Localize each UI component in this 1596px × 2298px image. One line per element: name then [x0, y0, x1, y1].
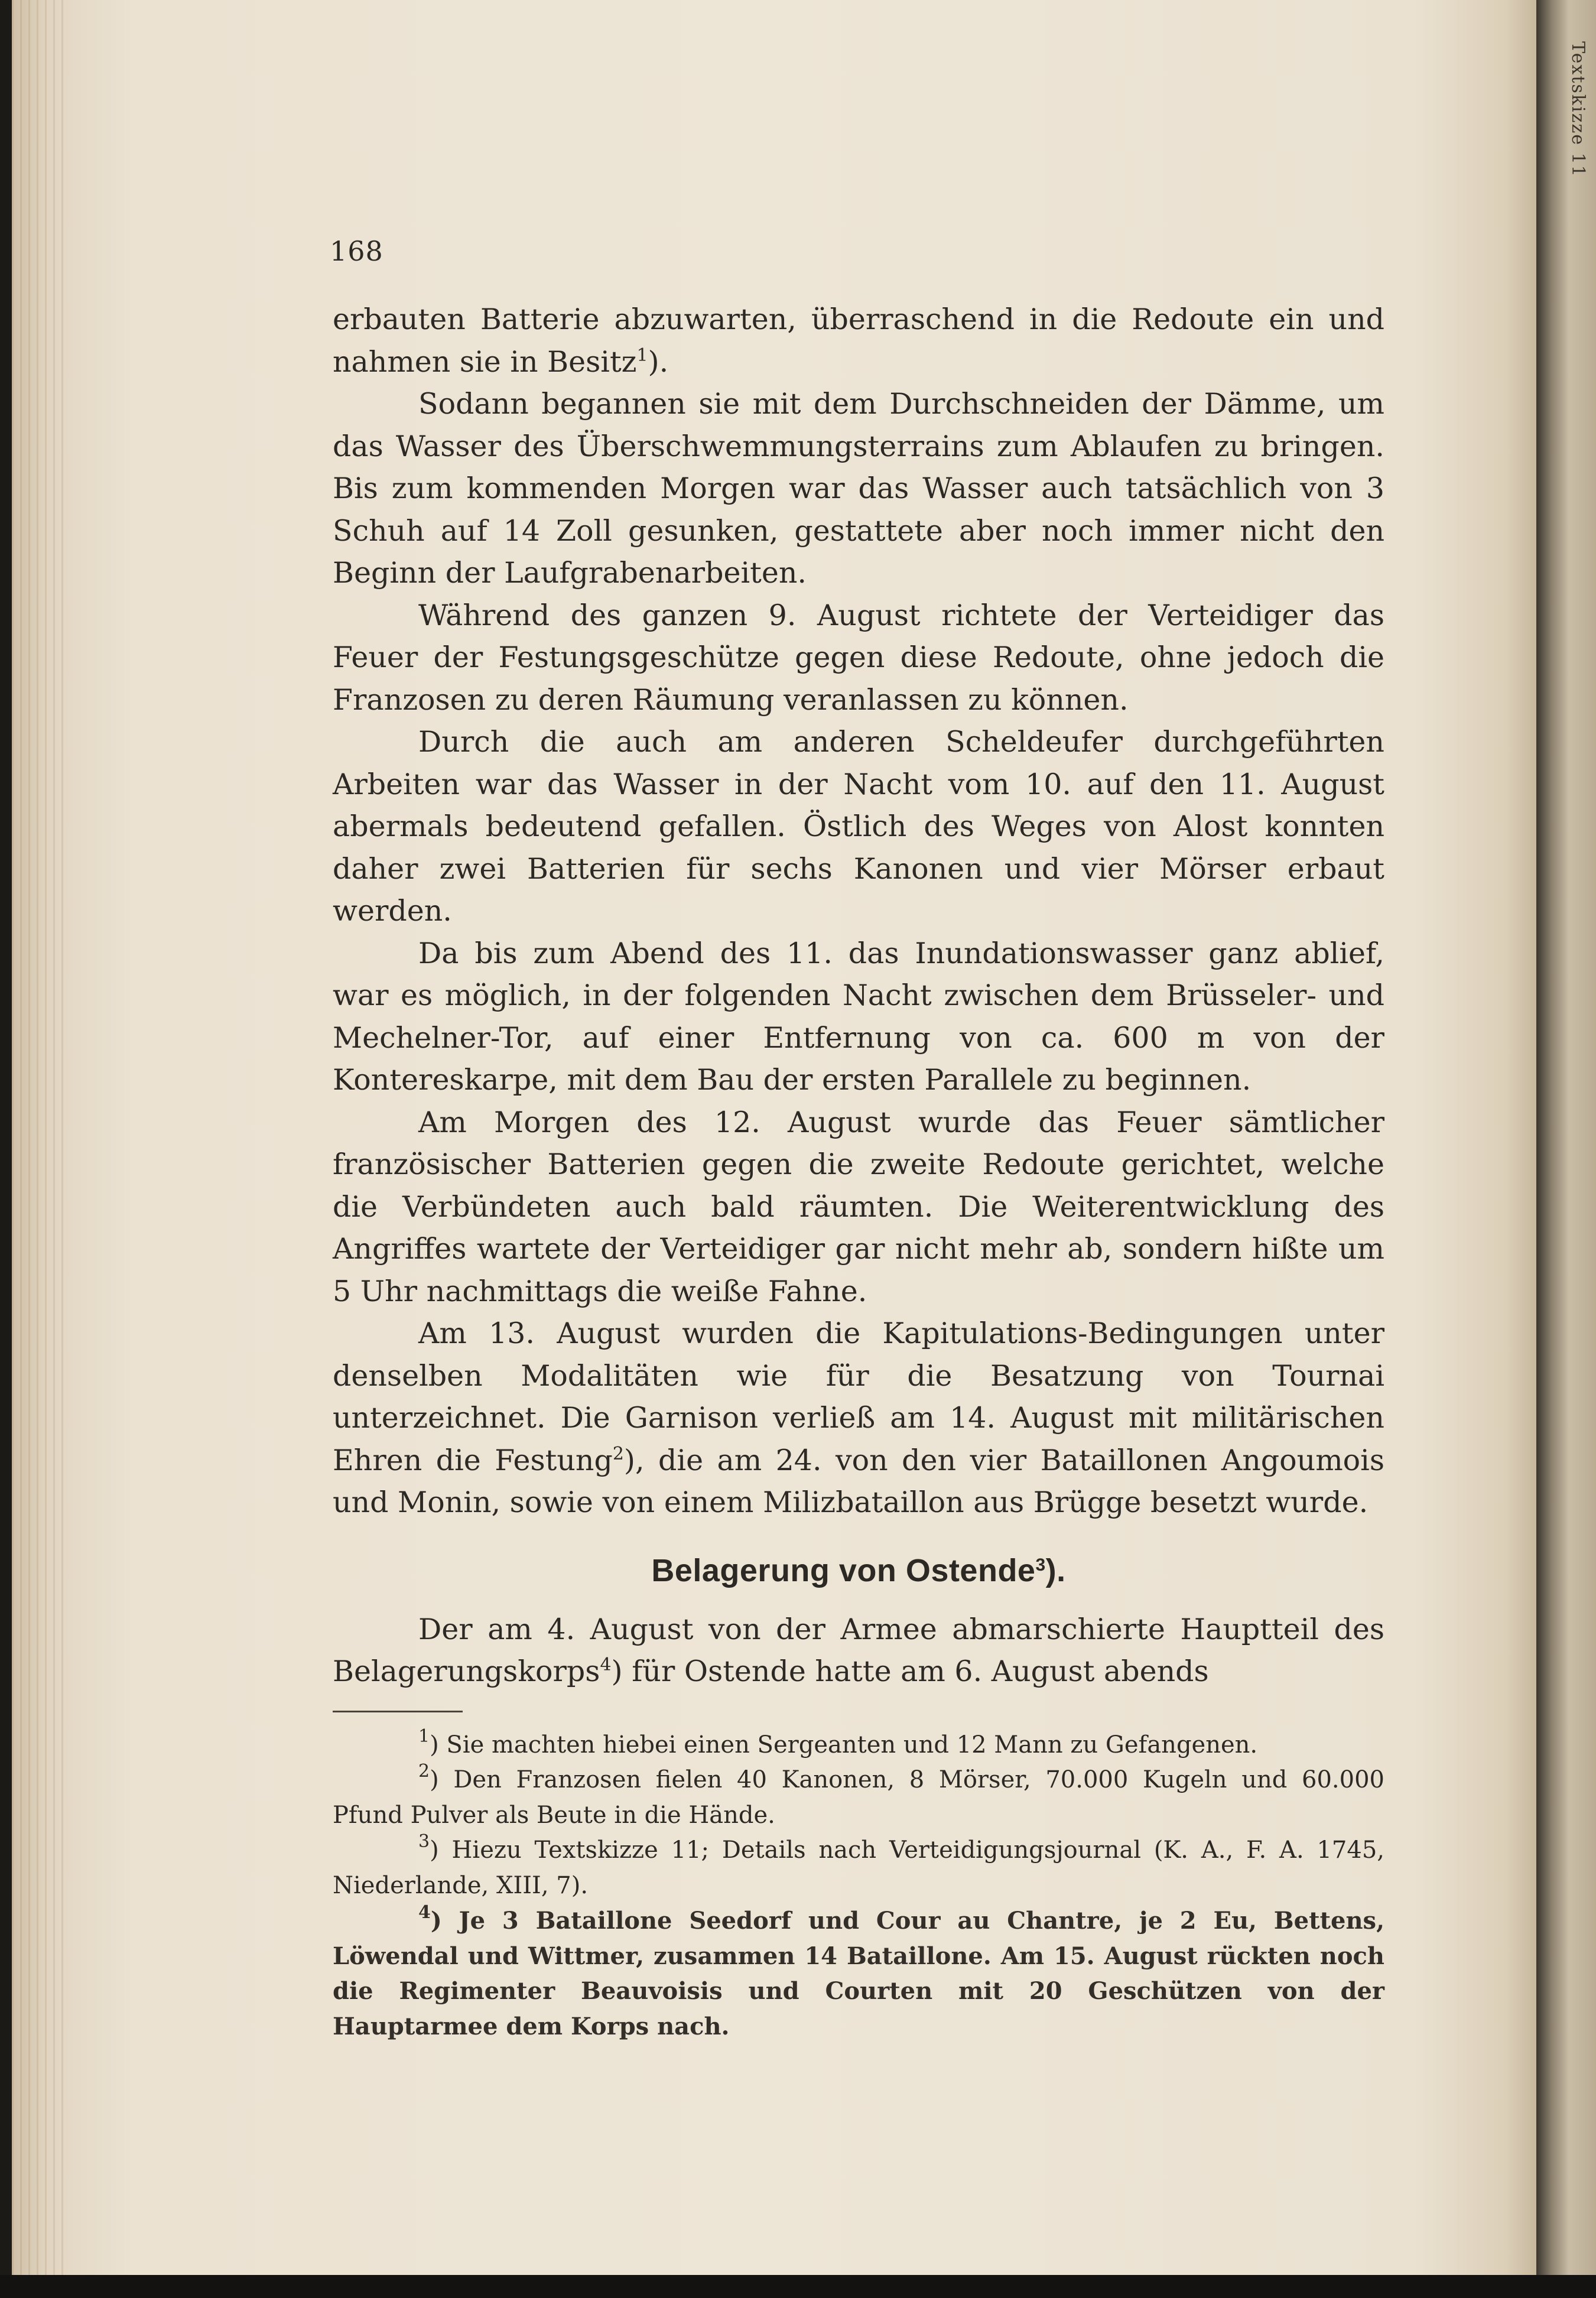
paragraph-4: Durch die auch am anderen Scheldeufer durchgeführten Arbeiten war das Wasser in der Nacht vom 10. auf den 11. August abermals bedeutend gefallen. Östlich des Weges von Alost konnten daher zwei Batterien für sechs Kanonen und vier Mörser erbaut werden.: [333, 725, 1384, 928]
paragraph-8-text-b: ) für Ostende hatte am 6. August abends: [611, 1655, 1209, 1688]
section-heading-text: Belagerung von Ostende: [651, 1552, 1036, 1588]
page-text-block: [330, 233, 1384, 2044]
paragraph-8-text-a: Der am 4. August von der Armee abmarschierte Hauptteil des Belagerungskorps: [333, 1612, 1384, 1688]
paragraph-7-text-a: Am 13. August wurden die Kapitulations-Bedingungen unter denselben Modalitäten wie für die Besatzung von Tournai unterzeichnet. Die Garnison verließ am 14. August mit militärischen Ehren die Festung: [333, 1317, 1384, 1477]
paragraph-1: [333, 298, 1384, 383]
page-number: 168: [330, 235, 383, 267]
footnote-separator: [333, 1711, 463, 1712]
footnote-1-text: ) Sie machten hiebei einen Sergeanten und 12 Mann zu Gefangenen.: [430, 1731, 1258, 1759]
footnote-4: [333, 1903, 1384, 2044]
paragraph-8: [333, 1608, 1384, 1693]
next-page-edge: [1536, 0, 1596, 2298]
footnote-2: [333, 1763, 1384, 1833]
footnote-ref-2: 2: [612, 1443, 624, 1464]
next-page-edge-label: Textskizze 11: [1568, 41, 1588, 178]
footnote-3-marker: 3: [418, 1831, 430, 1852]
footnote-ref-3: 3: [1035, 1555, 1046, 1575]
paragraph-7-text-b: ), die am 24. von den vier Bataillonen Angoumois und Monin, sowie von einem Milizbataillon aus Brügge besetzt wurde.: [333, 1443, 1384, 1519]
paragraph-5: Da bis zum Abend des 11. das Inundationswasser ganz ablief, war es möglich, in der folgenden Nacht zwischen dem Brüsseler- und Mechelner-Tor, auf einer Entfernung von ca. 600 m von der Kontereskarpe, mit dem Bau der ersten Parallele zu beginnen.: [333, 936, 1384, 1097]
footnote-1: [333, 1725, 1384, 1763]
footnote-4-marker: 4: [418, 1902, 431, 1923]
footnote-1-marker: 1: [418, 1725, 430, 1747]
paragraph-6: Am Morgen des 12. August wurde das Feuer sämtlicher französischer Batterien gegen die zweite Redoute gerichtet, welche die Verbündeten auch bald räumten. Die Weiterentwicklung des Angriffes wartete der Verteidiger gar nicht mehr ab, sondern hißte um 5 Uhr nachmittags die weiße Fahne.: [333, 1105, 1384, 1308]
section-heading: [333, 1549, 1384, 1592]
paragraph-7: [333, 1312, 1384, 1524]
footnote-ref-4: 4: [600, 1655, 612, 1675]
footnote-2-text: ) Den Franzosen fielen 40 Kanonen, 8 Mörser, 70.000 Kugeln und 60.000 Pfund Pulver als Beute in die Hände.: [333, 1766, 1384, 1829]
paragraph-1-tail: ).: [648, 344, 669, 379]
footnote-3: [333, 1833, 1384, 1903]
footnote-3-text: ) Hiezu Textskizze 11; Details nach Verteidigungsjournal (K. A., F. A. 1745, Niederlande, XIII, 7).: [333, 1837, 1384, 1899]
footnote-4-text: ) Je 3 Bataillone Seedorf und Cour au Chantre, je 2 Eu, Bettens, Löwendal und Wittmer, zusammen 14 Bataillone. Am 15. August rückten noch die Regimenter Beauvoisis und Courten mit 20 Geschützen von der Hauptarmee dem Korps nach.: [333, 1907, 1384, 2040]
paragraph-3: Während des ganzen 9. August richtete der Verteidiger das Feuer der Festungsgeschütze gegen diese Redoute, ohne jedoch die Franzosen zu deren Räumung veranlassen zu können.: [333, 598, 1384, 717]
section-heading-tail: ).: [1045, 1552, 1066, 1588]
paragraph-2: Sodann begannen sie mit dem Durchschneiden der Dämme, um das Wasser des Überschwemmungsterrains zum Ablaufen zu bringen. Bis zum kommenden Morgen war das Wasser auch tatsächlich von 3 Schuh auf 14 Zoll gesunken, gestattete aber noch immer nicht den Beginn der Laufgrabenarbeiten.: [333, 387, 1384, 590]
paragraph-1-text: erbauten Batterie abzuwarten, überraschend in die Redoute ein und nahmen sie in Besitz: [333, 303, 1384, 379]
footnote-ref-1: 1: [636, 344, 648, 366]
footnote-2-marker: 2: [418, 1761, 430, 1782]
scan-bottom-edge: [0, 2275, 1596, 2298]
